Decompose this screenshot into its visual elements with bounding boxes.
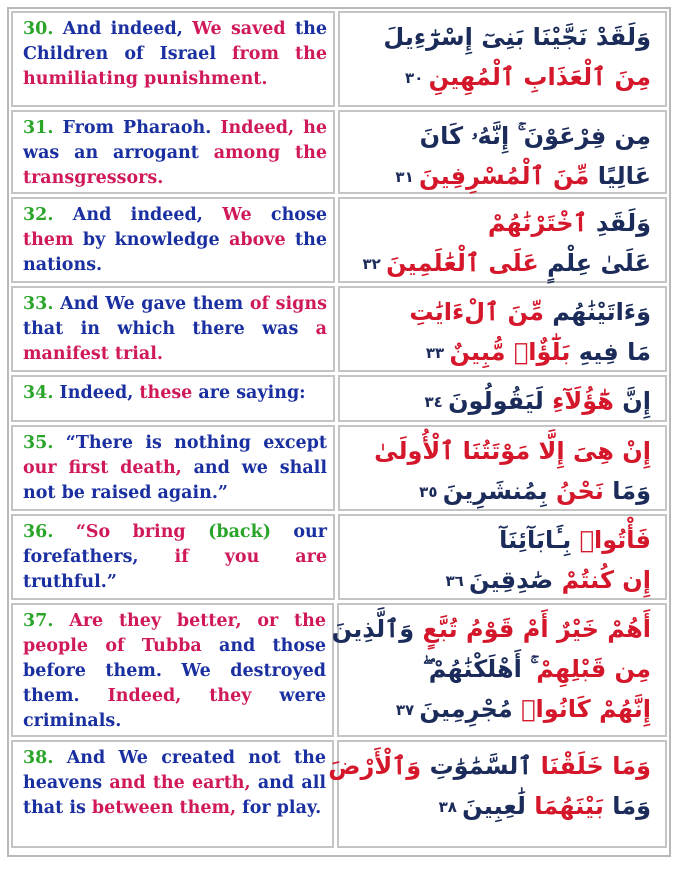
arabic-segment: أَهُمْ خَيْرٌ أَمْ قَوْمُ تُبَّعٍ (422, 615, 651, 643)
translation-segment: “So bring (53, 522, 209, 542)
arabic-text-cell (338, 110, 667, 194)
arabic-segment: ۚ أَهْلَكْنَٰهُمْ ۖ (422, 655, 537, 683)
translation-segment: by knowledge (73, 230, 230, 250)
arabic-segment: مِن فِرْعَوْنَ ۚ إِنَّهُۥ كَانَ (419, 122, 651, 150)
translation-segment: the Children of Israel (23, 19, 327, 64)
arabic-line (354, 332, 651, 373)
arabic-line (353, 649, 651, 689)
arabic-line (328, 746, 651, 786)
arabic-segment: ٱخْتَرْنَٰهُمْ (487, 209, 588, 237)
ayah-number-mark: ٣٢ (362, 255, 387, 273)
translation-segment: And indeed, (53, 205, 223, 225)
arabic-segment: مِنَ ٱلْعَذَابِ ٱلْمُهِينِ (428, 63, 651, 91)
arabic-segment: وَٱلَّذِينَ (331, 615, 423, 643)
verse-row (11, 740, 667, 848)
arabic-segment: عَالِيًا (589, 162, 651, 190)
verse-number: 37. (23, 611, 54, 631)
verse-number: 34. (23, 383, 54, 403)
arabic-segment: مِّنَ ٱلْمُسْرِفِينَ (418, 162, 590, 190)
translation-segment: We (222, 205, 252, 225)
arabic-text-cell (338, 514, 667, 600)
arabic-segment: مِن قَبْلِهِمْ (536, 655, 651, 683)
translation-segment: truthful.” (23, 572, 117, 592)
arabic-segment: لَٰعِبِينَ (462, 792, 535, 820)
english-translation-cell (11, 286, 335, 372)
arabic-segment: لَيَقُولُونَ (448, 387, 553, 415)
translation-segment: among the transgressors. (23, 143, 327, 188)
arabic-line (354, 381, 651, 422)
arabic-line (331, 609, 651, 649)
translation-segment: the heavens (23, 748, 326, 793)
english-translation-cell (11, 197, 335, 283)
verse-number: 32. (23, 205, 54, 225)
verse-row (11, 110, 667, 194)
verse-row (11, 375, 667, 422)
arabic-text-cell (338, 11, 667, 107)
arabic-line (354, 156, 651, 197)
arabic-segment: إِنَّهُمْ كَانُوا۟ (521, 695, 651, 723)
translation-segment: for play. (236, 798, 322, 818)
translation-segment: these (139, 383, 193, 403)
translation-segment: people of Tubba (23, 636, 219, 656)
verse-number: 31. (23, 118, 54, 138)
arabic-segment: مَوْتَتُنَا ٱلْأُولَىٰ (374, 437, 531, 465)
translation-segment: our first death, (23, 458, 182, 478)
arabic-segment: بَيْنَهُمَا (534, 792, 604, 820)
arabic-segment: وَمَا (603, 792, 651, 820)
arabic-segment: وَلَقَدْ نَجَّيْنَا بَنِىٓ إِسْرَٰٓءِيلَ (383, 23, 651, 51)
arabic-line (354, 471, 651, 512)
arabic-segment: بَلَٰٓؤٌا۟ مُّبِينٌ (449, 338, 571, 366)
translation-segment: that in which there was (23, 319, 316, 339)
translation-segment: of signs (249, 294, 327, 314)
translation-segment: And We created not (53, 748, 295, 768)
ayah-number-mark: ٣٦ (445, 572, 470, 590)
english-translation-cell (11, 11, 335, 107)
translation-segment: and the earth, (109, 773, 251, 793)
translation-segment: and all that is (23, 773, 326, 818)
verse-row (11, 425, 667, 511)
arabic-segment: إِنَّ (613, 387, 651, 415)
translation-segment: Indeed, he (220, 118, 327, 138)
translation-segment: From Pharaoh. (53, 118, 221, 138)
translation-segment: between them, (91, 798, 237, 818)
arabic-text-cell (338, 286, 667, 372)
arabic-segment: عَلَى ٱلْعَٰلَمِينَ (386, 249, 539, 277)
arabic-segment: هَٰٓؤُلَآءِ (552, 387, 614, 415)
translation-segment: from the humiliating punishment. (23, 44, 327, 89)
translation-segment: And indeed, (53, 19, 193, 39)
arabic-segment: إِنْ هِىَ إِلَّا (530, 437, 651, 465)
arabic-segment: وَمَا خَلَقْنَا (532, 752, 651, 780)
ayah-number-mark: ٣١ (395, 168, 419, 186)
arabic-segment: إِن كُنتُمْ (561, 566, 651, 594)
arabic-text-cell (338, 375, 667, 422)
arabic-segment: مَا فِيهِ (570, 338, 651, 366)
english-translation-cell (11, 514, 335, 600)
translation-segment: Are they better, (53, 611, 258, 631)
arabic-line (353, 786, 651, 827)
arabic-text-cell (338, 425, 667, 511)
arabic-segment: وَٱلْأَرْضَ (328, 752, 430, 780)
english-translation-cell (11, 740, 334, 848)
translation-segment: “There is nothing except (53, 433, 327, 453)
translation-segment: were criminals. (23, 686, 326, 731)
arabic-segment: صَٰدِقِينَ (469, 566, 562, 594)
translation-segment: Indeed, they (107, 686, 252, 706)
arabic-line (354, 57, 651, 98)
ayah-number-mark: ٣٨ (438, 798, 463, 816)
arabic-segment: بِـَٔابَآئِنَآ (499, 526, 572, 554)
translation-segment: above (229, 230, 286, 250)
translation-segment: or the (257, 611, 326, 631)
arabic-segment: وَمَا (603, 477, 651, 505)
verse-row (11, 197, 667, 283)
translation-segment: Indeed, (53, 383, 140, 403)
translation-segment: We saved (192, 19, 286, 39)
arabic-line (354, 116, 651, 156)
translation-segment: a manifest trial. (23, 319, 327, 364)
ayah-number-mark: ٣٥ (419, 483, 443, 501)
arabic-text-cell (338, 197, 667, 283)
english-translation-cell (11, 603, 334, 737)
verse-row (11, 11, 667, 107)
verse-number: 33. (23, 294, 54, 314)
arabic-line (354, 243, 651, 284)
arabic-segment: ٱلسَّمَٰوَٰتِ (429, 752, 533, 780)
arabic-segment: بِمُنشَرِينَ (442, 477, 556, 505)
ayah-number-mark: ٣٧ (395, 701, 420, 719)
arabic-segment: وَلَقَدِ (587, 209, 651, 237)
arabic-line (354, 17, 651, 57)
translation-segment: and we shall not be raised again.” (23, 458, 327, 503)
arabic-segment: فَأْتُوا۟ (571, 526, 651, 554)
translation-segment: And We gave them (53, 294, 250, 314)
translation-segment: are saying: (192, 383, 306, 403)
translation-segment: was an arrogant (23, 143, 214, 163)
arabic-line (353, 689, 651, 730)
arabic-line (354, 560, 651, 601)
arabic-text-cell (328, 740, 667, 848)
arabic-segment: عَلَىٰ عِلْمٍ (538, 249, 651, 277)
english-translation-cell (11, 425, 335, 511)
arabic-line (354, 431, 651, 471)
verse-row (11, 514, 667, 600)
translation-segment: (back) (208, 522, 271, 542)
translation-segment: them (23, 230, 74, 250)
arabic-text-cell (331, 603, 667, 737)
verse-number: 30. (23, 19, 54, 39)
english-translation-cell (11, 375, 335, 422)
arabic-segment: مِّنَ ٱلْءَايَٰتِ (409, 298, 544, 326)
verse-number: 35. (23, 433, 54, 453)
arabic-line (354, 203, 651, 243)
translation-segment: our forefathers, (23, 522, 327, 567)
arabic-line (354, 292, 651, 332)
translation-segment: the nations. (23, 230, 327, 275)
ayah-number-mark: ٣٠ (405, 69, 429, 87)
arabic-line (354, 520, 651, 560)
verse-row (11, 603, 667, 737)
verse-row (11, 286, 667, 372)
translation-segment: if you are (174, 547, 327, 567)
arabic-segment: مُجْرِمِينَ (419, 695, 522, 723)
arabic-segment: وَءَاتَيْنَٰهُم (543, 298, 651, 326)
verse-number: 36. (23, 522, 54, 542)
arabic-segment: نَحْنُ (555, 477, 604, 505)
english-translation-cell (11, 110, 335, 194)
verse-table (7, 7, 671, 857)
translation-segment: and those before them. We destroyed them. (23, 636, 327, 706)
verse-number: 38. (23, 748, 54, 768)
ayah-number-mark: ٣٣ (425, 344, 450, 362)
ayah-number-mark: ٣٤ (424, 393, 449, 411)
translation-segment: chose (251, 205, 327, 225)
